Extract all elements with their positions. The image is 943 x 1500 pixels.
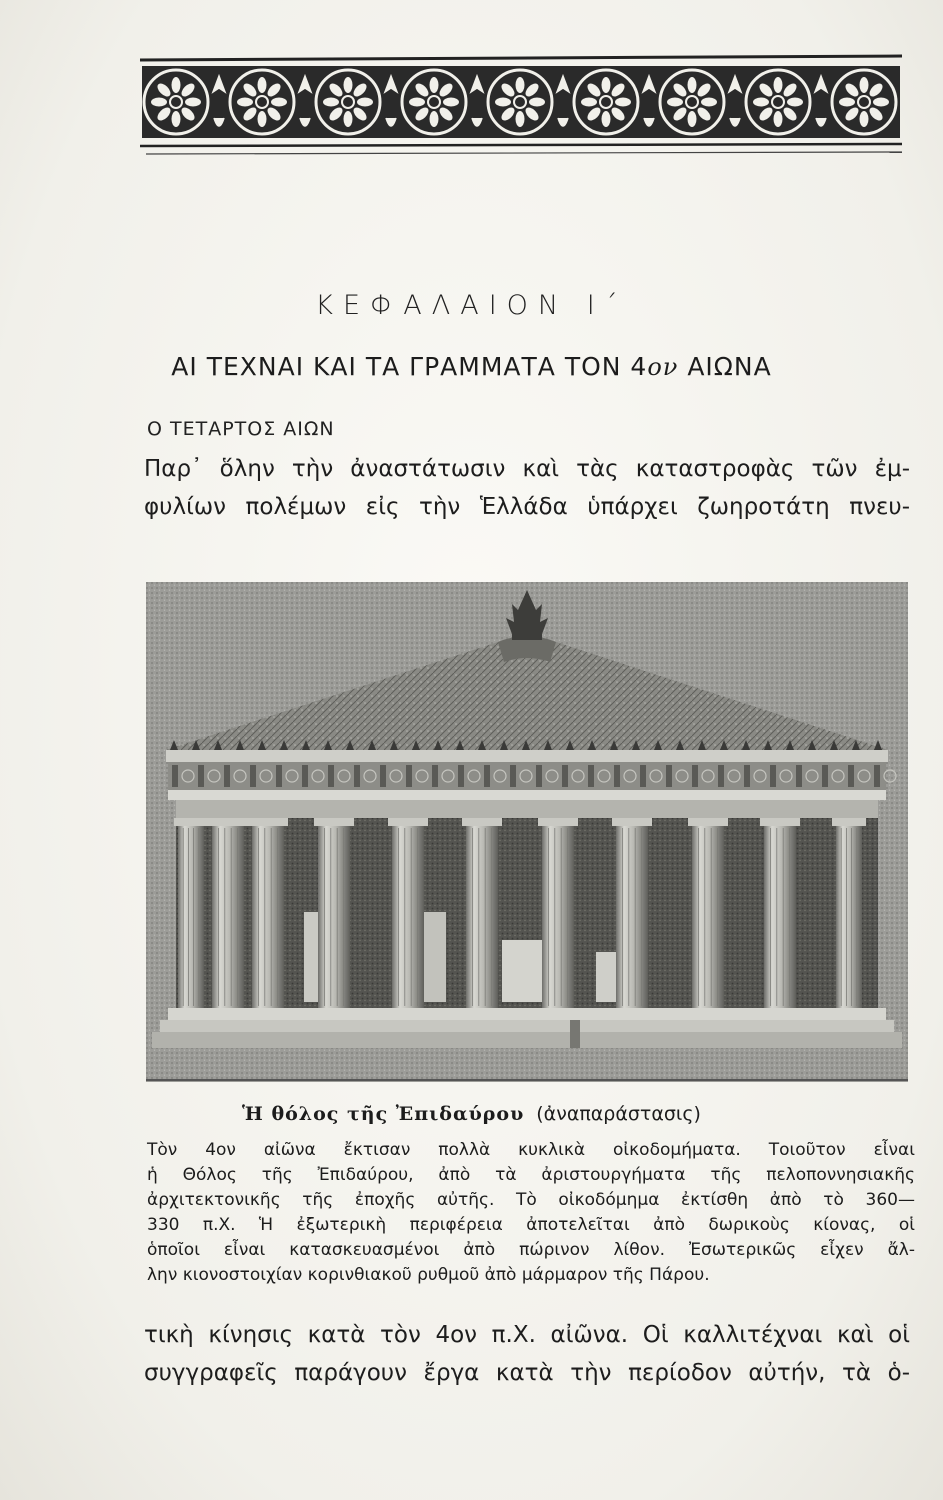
caption-line-6: λην κιονοστοιχίαν κορινθιακοῦ ρυθμοῦ ἀπὸ μάρμαρον τῆς Πάρου. [147, 1265, 710, 1285]
doric-column [612, 818, 652, 1008]
triglyph [588, 765, 594, 787]
triglyph [224, 765, 230, 787]
triglyph [458, 765, 464, 787]
doric-column [174, 818, 208, 1008]
doric-column [248, 818, 288, 1008]
triglyph [484, 765, 490, 787]
triglyph [198, 765, 204, 787]
triglyph [822, 765, 828, 787]
rosette-ornament [660, 70, 724, 134]
triglyph [562, 765, 568, 787]
caption-line-4: 330 π.Χ. Ἡ ἐξωτερικὴ περιφέρεια ἀποτελεῖται ἀπὸ δωρικοὺς κίονας, οἱ [147, 1215, 915, 1235]
rosette-ornament [574, 70, 638, 134]
title-main: ΑΙ ΤΕΧΝΑΙ ΚΑΙ ΤΑ ΓΡΑΜΜΑΤΑ ΤΟΝ 4 [171, 352, 648, 381]
triglyph [354, 765, 360, 787]
section-title: Ο ΤΕΤΑΡΤΟΣ ΑΙΩΝ [147, 418, 335, 440]
triglyph [302, 765, 308, 787]
triglyph [536, 765, 542, 787]
doric-column [688, 818, 728, 1008]
rosette-ornament [316, 70, 380, 134]
triglyph [718, 765, 724, 787]
triglyph [510, 765, 516, 787]
triglyph [692, 765, 698, 787]
body-line-2: συγγραφεῖς παράγουν ἔργα κατὰ τὴν περίοδον αὐτήν, τὰ ὁ- [144, 1360, 910, 1386]
triglyph [640, 765, 646, 787]
triglyph [744, 765, 750, 787]
figure-name: Ἡ θόλος τῆς Ἐπιδαύρου [242, 1103, 525, 1125]
caption-line-3: ἀρχιτεκτονικῆς τῆς ἐποχῆς αὐτῆς. Τὸ οἰκοδόμημα ἐκτίσθη ἀπὸ τὸ 360— [147, 1190, 915, 1210]
rosette-ornament [488, 70, 552, 134]
triglyph [380, 765, 386, 787]
rosette-ornament [832, 70, 896, 134]
caption-line-5: ὁποῖοι εἶναι κατασκευασμένοι ἀπὸ πώρινον λίθον. Ἐσωτερικῶς εἶχεν ἄλ- [147, 1240, 915, 1260]
triglyph [614, 765, 620, 787]
title-suffix: ον [647, 353, 679, 381]
chapter-heading: ΚΕΦΑΛΑΙΟΝ Ι΄ [315, 290, 628, 321]
intro-line-2: φυλίων πολέμων εἰς τὴν Ἑλλάδα ὑπάρχει ζωηροτάτη πνευ- [144, 494, 910, 520]
figure-note: (ἀναπαράστασις) [536, 1103, 701, 1125]
decorative-frieze [140, 48, 902, 160]
triglyph [666, 765, 672, 787]
triglyph [848, 765, 854, 787]
doric-column [760, 818, 800, 1008]
tholos-illustration [146, 582, 908, 1082]
triglyph [796, 765, 802, 787]
rosette-ornament [230, 70, 294, 134]
rosette-ornament [144, 70, 208, 134]
chapter-title [0, 352, 943, 381]
doric-column [314, 818, 354, 1008]
triglyph [172, 765, 178, 787]
figure-caption [0, 1103, 943, 1125]
caption-line-2: ἡ Θόλος τῆς Ἐπιδαύρου, ἀπὸ τὰ ἀριστουργήματα τῆς πελοποννησιακῆς [147, 1165, 915, 1185]
triglyph [432, 765, 438, 787]
doric-column [462, 818, 502, 1008]
doric-column [208, 818, 248, 1008]
triglyph [276, 765, 282, 787]
triglyph [406, 765, 412, 787]
doric-column [832, 818, 866, 1008]
rosette-ornament [402, 70, 466, 134]
triglyph [328, 765, 334, 787]
triglyph [770, 765, 776, 787]
body-line-1: τικὴ κίνησις κατὰ τὸν 4ον π.Χ. αἰῶνα. Οἱ καλλιτέχναι καὶ οἱ [144, 1322, 910, 1348]
triglyph [250, 765, 256, 787]
triglyph [874, 765, 880, 787]
title-end: ΑΙΩΝΑ [678, 352, 772, 381]
doric-column [538, 818, 578, 1008]
doric-column [388, 818, 428, 1008]
caption-line-1: Τὸν 4ον αἰῶνα ἔκτισαν πολλὰ κυκλικὰ οἰκοδομήματα. Τοιοῦτον εἶναι [147, 1140, 915, 1160]
intro-line-1: Παρ᾽ ὅλην τὴν ἀναστάτωσιν καὶ τὰς καταστροφὰς τῶν ἐμ- [144, 456, 910, 482]
rosette-ornament [746, 70, 810, 134]
